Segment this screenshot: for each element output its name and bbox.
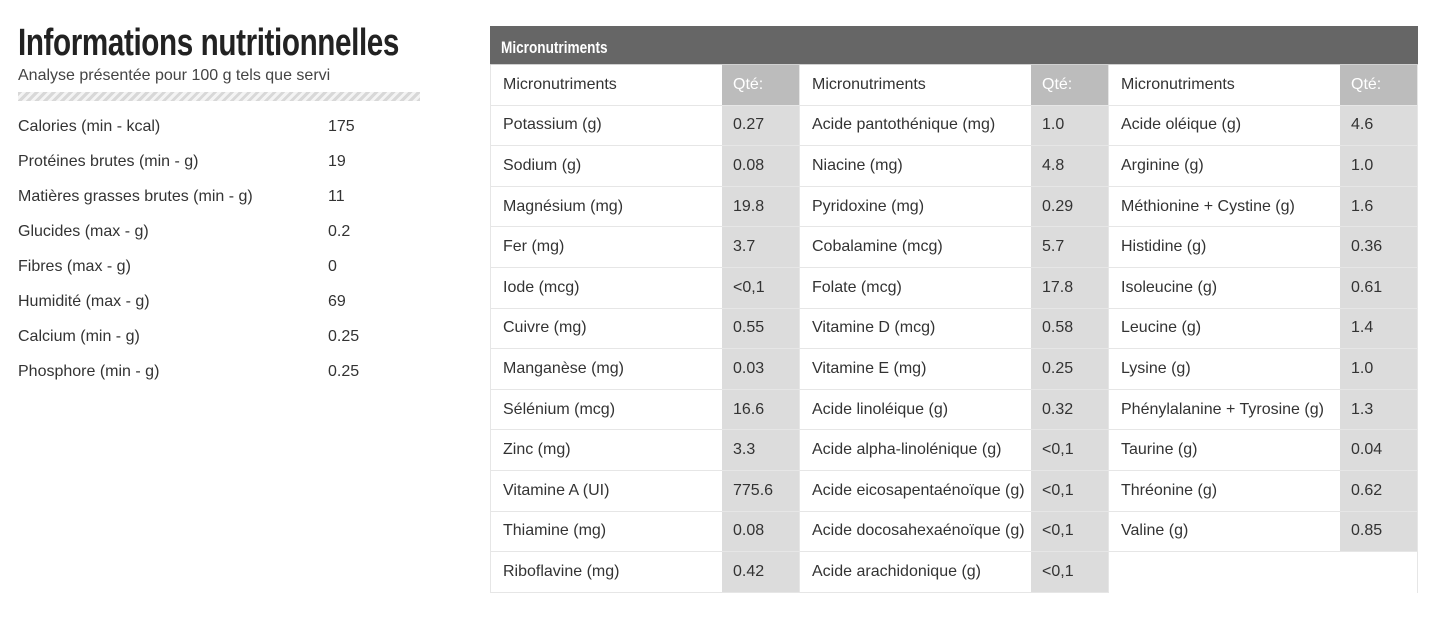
- micronutrient-row: [1108, 309, 1418, 350]
- header-qty: Qté:: [1031, 65, 1108, 105]
- micronutrient-row: [799, 309, 1108, 350]
- micronutrient-qty: 0.55: [722, 309, 799, 349]
- micronutrient-row: [799, 187, 1108, 228]
- analysis-label: Calories (min - kcal): [18, 117, 161, 135]
- analysis-value: 11: [328, 187, 345, 205]
- micronutrient-name: Taurine (g): [1108, 430, 1340, 470]
- empty-row: [1108, 552, 1418, 593]
- micronutrient-row: [490, 187, 799, 228]
- micronutrient-row: [799, 227, 1108, 268]
- micronutrient-row: [490, 430, 799, 471]
- micronutrient-name: Sélénium (mcg): [490, 390, 722, 430]
- micronutrient-row: [1108, 471, 1418, 512]
- micronutrients-column: [799, 65, 1108, 593]
- micronutrient-qty: 3.3: [722, 430, 799, 470]
- analysis-row: [18, 214, 420, 249]
- header-name: Micronutriments: [490, 65, 722, 105]
- micronutrient-row: [799, 268, 1108, 309]
- micronutrient-row: [799, 430, 1108, 471]
- micronutrient-name: Niacine (mg): [799, 146, 1031, 186]
- micronutrient-row: [490, 309, 799, 350]
- micronutrient-qty: 0.42: [722, 552, 799, 592]
- micronutrient-name: Zinc (mg): [490, 430, 722, 470]
- micronutrient-name: Cuivre (mg): [490, 309, 722, 349]
- micronutrient-qty: 0.85: [1340, 512, 1418, 552]
- micronutrient-name: Acide linoléique (g): [799, 390, 1031, 430]
- micronutrient-qty: 0.04: [1340, 430, 1418, 470]
- micronutrient-row: [1108, 227, 1418, 268]
- micronutrient-qty: 3.7: [722, 227, 799, 267]
- micronutrients-panel-title: Micronutriments: [501, 38, 608, 57]
- micronutrient-qty: 0.61: [1340, 268, 1418, 308]
- micronutrient-qty: <0,1: [1031, 471, 1108, 511]
- micronutrient-qty: <0,1: [1031, 430, 1108, 470]
- micronutrient-row: [799, 146, 1108, 187]
- micronutrient-row: [1108, 390, 1418, 431]
- micronutrient-qty: 0.03: [722, 349, 799, 389]
- analysis-label: Calcium (min - g): [18, 327, 140, 345]
- micronutrient-qty: 19.8: [722, 187, 799, 227]
- micronutrient-name: Vitamine E (mg): [799, 349, 1031, 389]
- micronutrient-name: Leucine (g): [1108, 309, 1340, 349]
- micronutrient-row: [1108, 268, 1418, 309]
- header-qty: Qté:: [722, 65, 799, 105]
- micronutrient-row: [490, 512, 799, 553]
- micronutrient-name: Riboflavine (mg): [490, 552, 722, 592]
- analysis-value: 19: [328, 152, 346, 170]
- micronutrient-name: Sodium (g): [490, 146, 722, 186]
- micronutrient-name: Acide docosahexaénoïque (g): [799, 512, 1031, 552]
- analysis-row: [18, 179, 420, 214]
- micronutrient-name: Acide pantothénique (mg): [799, 106, 1031, 146]
- analysis-row: [18, 284, 420, 319]
- header-name: Micronutriments: [799, 65, 1031, 105]
- micronutrient-name: Folate (mcg): [799, 268, 1031, 308]
- micronutrient-row: [799, 512, 1108, 553]
- micronutrient-row: [490, 106, 799, 147]
- micronutrient-name: Magnésium (mg): [490, 187, 722, 227]
- micronutrient-name: Méthionine + Cystine (g): [1108, 187, 1340, 227]
- micronutrient-name: Arginine (g): [1108, 146, 1340, 186]
- micronutrient-qty: 0.08: [722, 512, 799, 552]
- micronutrient-name: Thréonine (g): [1108, 471, 1340, 511]
- micronutrient-name: Vitamine D (mcg): [799, 309, 1031, 349]
- micronutrient-qty: 1.6: [1340, 187, 1418, 227]
- micronutrient-name: Phénylalanine + Tyrosine (g): [1108, 390, 1340, 430]
- analysis-label: Glucides (max - g): [18, 222, 149, 240]
- micronutrient-name: Potassium (g): [490, 106, 722, 146]
- micronutrient-name: Acide alpha-linolénique (g): [799, 430, 1031, 470]
- micronutrient-qty: 1.0: [1340, 146, 1418, 186]
- analysis-value: 69: [328, 292, 346, 310]
- micronutrient-row: [490, 227, 799, 268]
- analysis-section: [18, 18, 420, 389]
- analysis-label: Matières grasses brutes (min - g): [18, 187, 253, 205]
- page-title: Informations nutritionnelles: [18, 22, 400, 64]
- micronutrient-name: Manganèse (mg): [490, 349, 722, 389]
- micronutrient-qty: 4.8: [1031, 146, 1108, 186]
- micronutrient-qty: 0.62: [1340, 471, 1418, 511]
- micronutrient-qty: 5.7: [1031, 227, 1108, 267]
- micronutrient-row: [490, 552, 799, 593]
- micronutrient-qty: 4.6: [1340, 106, 1418, 146]
- analysis-row: [18, 354, 420, 389]
- analysis-label: Humidité (max - g): [18, 292, 150, 310]
- micronutrient-qty: 0.58: [1031, 309, 1108, 349]
- micronutrient-row: [1108, 349, 1418, 390]
- micronutrients-panel-header: [490, 26, 1418, 65]
- header-name: Micronutriments: [1108, 65, 1340, 105]
- micronutrients-column-header: [490, 65, 799, 106]
- micronutrient-qty: [1340, 552, 1418, 593]
- analysis-list: [18, 109, 420, 389]
- micronutrient-qty: 17.8: [1031, 268, 1108, 308]
- micronutrient-qty: <0,1: [1031, 552, 1108, 592]
- micronutrient-name: Isoleucine (g): [1108, 268, 1340, 308]
- micronutrient-name: Vitamine A (UI): [490, 471, 722, 511]
- micronutrient-qty: <0,1: [722, 268, 799, 308]
- analysis-label: Fibres (max - g): [18, 257, 131, 275]
- micronutrient-qty: 0.08: [722, 146, 799, 186]
- analysis-label: Protéines brutes (min - g): [18, 152, 199, 170]
- micronutrient-name: Fer (mg): [490, 227, 722, 267]
- micronutrient-row: [1108, 187, 1418, 228]
- micronutrient-name: Pyridoxine (mg): [799, 187, 1031, 227]
- micronutrient-row: [1108, 430, 1418, 471]
- analysis-value: 0.2: [328, 222, 351, 240]
- micronutrient-qty: 775.6: [722, 471, 799, 511]
- micronutrient-name: Iode (mcg): [490, 268, 722, 308]
- micronutrient-row: [799, 349, 1108, 390]
- micronutrient-row: [1108, 512, 1418, 553]
- micronutrient-name: Acide arachidonique (g): [799, 552, 1031, 592]
- analysis-value: 175: [328, 117, 355, 135]
- micronutrient-name: Acide oléique (g): [1108, 106, 1340, 146]
- micronutrients-column: [490, 65, 799, 593]
- micronutrients-column-header: [1108, 65, 1418, 106]
- micronutrients-column: [1108, 65, 1418, 593]
- micronutrients-panel: [490, 26, 1418, 593]
- micronutrient-row: [799, 552, 1108, 593]
- micronutrient-qty: 0.36: [1340, 227, 1418, 267]
- micronutrient-name: Thiamine (mg): [490, 512, 722, 552]
- micronutrient-qty: 0.32: [1031, 390, 1108, 430]
- header-qty: Qté:: [1340, 65, 1418, 105]
- micronutrient-qty: 0.25: [1031, 349, 1108, 389]
- analysis-value: 0: [328, 257, 337, 275]
- micronutrient-qty: 0.29: [1031, 187, 1108, 227]
- micronutrient-qty: 1.0: [1031, 106, 1108, 146]
- micronutrient-qty: 0.27: [722, 106, 799, 146]
- micronutrient-row: [490, 349, 799, 390]
- micronutrient-name: Acide eicosapentaénoïque (g): [799, 471, 1031, 511]
- analysis-row: [18, 319, 420, 354]
- analysis-label: Phosphore (min - g): [18, 362, 160, 380]
- micronutrient-qty: 1.0: [1340, 349, 1418, 389]
- micronutrient-qty: 1.3: [1340, 390, 1418, 430]
- micronutrient-row: [1108, 146, 1418, 187]
- micronutrient-qty: <0,1: [1031, 512, 1108, 552]
- analysis-row: [18, 249, 420, 284]
- micronutrient-row: [799, 390, 1108, 431]
- micronutrient-row: [490, 268, 799, 309]
- micronutrient-row: [490, 471, 799, 512]
- micronutrient-row: [799, 471, 1108, 512]
- hatched-divider: [18, 92, 420, 101]
- analysis-row: [18, 109, 420, 144]
- micronutrient-name: [1108, 552, 1340, 593]
- micronutrient-name: Lysine (g): [1108, 349, 1340, 389]
- micronutrient-qty: 16.6: [722, 390, 799, 430]
- analysis-value: 0.25: [328, 362, 360, 380]
- micronutrient-row: [490, 390, 799, 431]
- micronutrients-column-header: [799, 65, 1108, 106]
- page-subtitle: Analyse présentée pour 100 g tels que servi: [18, 67, 331, 84]
- micronutrient-name: Histidine (g): [1108, 227, 1340, 267]
- micronutrient-row: [1108, 106, 1418, 147]
- micronutrient-row: [799, 106, 1108, 147]
- analysis-value: 0.25: [328, 327, 360, 345]
- micronutrient-name: Cobalamine (mcg): [799, 227, 1031, 267]
- micronutrients-table: [490, 65, 1418, 593]
- micronutrient-name: Valine (g): [1108, 512, 1340, 552]
- analysis-row: [18, 144, 420, 179]
- micronutrient-row: [490, 146, 799, 187]
- micronutrient-qty: 1.4: [1340, 309, 1418, 349]
